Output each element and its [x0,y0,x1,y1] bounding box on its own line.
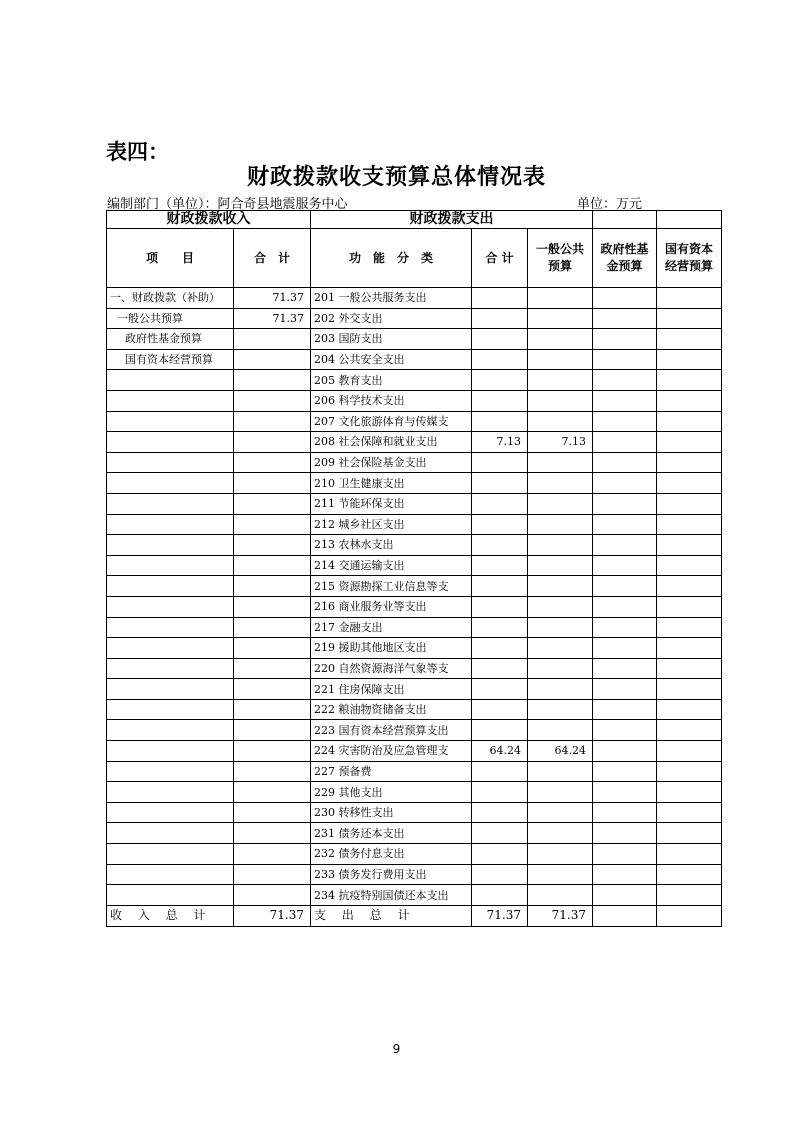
state-capital-cell [657,432,722,453]
exp-total-cell [472,638,528,659]
general-budget-cell [528,349,593,370]
func-category-cell: 220 自然资源海洋气象等支 [311,658,472,679]
gov-fund-cell [593,658,657,679]
exp-total-cell [472,699,528,720]
exp-total-cell [472,308,528,329]
income-total-cell [234,782,311,803]
exp-total-cell [472,411,528,432]
gov-fund-cell [593,741,657,762]
gov-fund-cell [593,679,657,700]
exp-total-cell [472,885,528,906]
general-budget-cell [528,699,593,720]
func-category-cell: 217 金融支出 [311,617,472,638]
general-budget-cell [528,514,593,535]
gov-fund-cell [593,885,657,906]
general-budget-cell [528,452,593,473]
gov-fund-cell [593,720,657,741]
income-total-cell [234,596,311,617]
income-total-cell [234,699,311,720]
general-budget-cell [528,576,593,597]
income-total-cell [234,493,311,514]
func-category-cell: 214 交通运输支出 [311,555,472,576]
income-total-cell [234,802,311,823]
gov-fund-cell [593,514,657,535]
exp-total-cell [472,823,528,844]
income-item-cell [107,658,234,679]
exp-total-cell [472,390,528,411]
income-grand-total: 71.37 [234,905,311,926]
exp-total-cell [472,596,528,617]
state-capital-cell [657,452,722,473]
income-item-cell [107,823,234,844]
state-capital-cell [657,782,722,803]
income-item-cell [107,638,234,659]
table-row [107,493,722,514]
func-category-cell: 227 预备费 [311,761,472,782]
gov-fund-cell [593,493,657,514]
state-capital-cell [657,308,722,329]
income-total-cell: 71.37 [234,288,311,309]
income-total-cell [234,761,311,782]
exp-total-cell [472,555,528,576]
state-capital-cell [657,699,722,720]
column-header-row [107,229,722,288]
income-total-cell [234,411,311,432]
income-total-cell: 71.37 [234,308,311,329]
header-state-cap: 国有资本经营预算 [657,229,722,288]
section-header-row [107,211,722,229]
income-item-cell [107,473,234,494]
func-category-cell: 205 教育支出 [311,370,472,391]
state-capital-cell [657,390,722,411]
exp-total-cell [472,844,528,865]
state-capital-cell [657,864,722,885]
func-category-cell: 212 城乡社区支出 [311,514,472,535]
income-total-cell [234,473,311,494]
income-total-cell [234,885,311,906]
table-row [107,699,722,720]
exp-total-cell [472,720,528,741]
income-item-cell: 一、财政拨款（补助） [107,288,234,309]
expense-grand-total: 71.37 [472,905,528,926]
func-category-cell: 215 资源勘探工业信息等支 [311,576,472,597]
exp-total-cell [472,802,528,823]
state-capital-cell [657,535,722,556]
general-budget-cell [528,844,593,865]
table-row [107,308,722,329]
gov-fund-cell [593,390,657,411]
income-item-cell [107,432,234,453]
exp-total-cell [472,329,528,350]
table-row [107,823,722,844]
income-item-cell [107,596,234,617]
general-budget-cell [528,802,593,823]
gov-fund-cell [593,638,657,659]
income-item-cell [107,514,234,535]
gov-fund-cell [593,844,657,865]
table-row [107,535,722,556]
state-capital-cell [657,638,722,659]
func-category-cell: 209 社会保险基金支出 [311,452,472,473]
general-budget-cell [528,761,593,782]
general-budget-cell [528,596,593,617]
income-total-cell [234,432,311,453]
income-total-cell [234,844,311,865]
general-budget-cell [528,329,593,350]
gov-fund-cell [593,864,657,885]
gov-fund-cell [593,782,657,803]
table-row [107,329,722,350]
income-item-cell [107,844,234,865]
income-item-cell [107,679,234,700]
general-budget-cell [528,390,593,411]
state-capital-cell [657,761,722,782]
general-budget-cell [528,308,593,329]
state-capital-cell [657,576,722,597]
general-budget-cell: 7.13 [528,432,593,453]
table-row [107,802,722,823]
table-row [107,349,722,370]
section-expense: 财政拨款支出 [311,211,593,229]
currency-unit: 单位：万元 [577,197,643,212]
func-category-cell: 223 国有资本经营预算支出 [311,720,472,741]
table-row [107,720,722,741]
state-capital-cell [657,596,722,617]
income-total-cell [234,514,311,535]
expense-total-label: 支 出 总 计 [311,905,472,926]
header-income-total: 合 计 [234,229,311,288]
section-income: 财政拨款收入 [107,211,311,229]
func-category-cell: 206 科学技术支出 [311,390,472,411]
general-budget-cell [528,658,593,679]
exp-total-cell [472,864,528,885]
general-budget-cell [528,555,593,576]
func-category-cell: 207 文化旅游体育与传媒支 [311,411,472,432]
state-capital-cell [657,617,722,638]
header-item: 项 目 [107,229,234,288]
table-label: 表四： [106,140,169,164]
income-item-cell: 一般公共预算 [107,308,234,329]
exp-total-cell [472,493,528,514]
func-category-cell: 231 债务还本支出 [311,823,472,844]
income-total-cell [234,535,311,556]
income-total-cell [234,329,311,350]
table-row [107,288,722,309]
table-row [107,390,722,411]
income-item-cell [107,535,234,556]
table-row [107,617,722,638]
func-category-cell: 208 社会保障和就业支出 [311,432,472,453]
state-capital-cell [657,493,722,514]
income-total-label: 收 入 总 计 [107,905,234,926]
func-category-cell: 230 转移性支出 [311,802,472,823]
func-category-cell: 229 其他支出 [311,782,472,803]
func-category-cell: 202 外交支出 [311,308,472,329]
exp-total-cell: 7.13 [472,432,528,453]
table-row [107,741,722,762]
income-total-cell [234,370,311,391]
state-capital-cell [657,370,722,391]
exp-total-cell [472,473,528,494]
header-func: 功 能 分 类 [311,229,472,288]
income-item-cell [107,864,234,885]
exp-total-cell [472,514,528,535]
func-category-cell: 221 住房保障支出 [311,679,472,700]
income-total-cell [234,390,311,411]
income-item-cell [107,741,234,762]
income-item-cell [107,720,234,741]
func-category-cell: 234 抗疫特别国债还本支出 [311,885,472,906]
income-item-cell [107,576,234,597]
budget-table [106,210,722,927]
income-total-cell [234,720,311,741]
income-item-cell [107,390,234,411]
exp-total-cell [472,761,528,782]
income-item-cell [107,411,234,432]
table-row [107,679,722,700]
gov-fund-cell [593,473,657,494]
gov-fund-cell [593,329,657,350]
state-capital-cell [657,473,722,494]
exp-total-cell [472,576,528,597]
general-budget-cell [528,885,593,906]
general-budget-cell [528,617,593,638]
func-category-cell: 203 国防支出 [311,329,472,350]
gov-fund-cell [593,596,657,617]
exp-total-cell [472,452,528,473]
compiling-unit: 编制部门（单位）：阿合奇县地震服务中心 [107,197,348,212]
income-total-cell [234,638,311,659]
table-row [107,432,722,453]
state-capital-cell [657,720,722,741]
income-total-cell [234,576,311,597]
func-category-cell: 232 债务付息支出 [311,844,472,865]
page-number: 9 [392,1042,401,1056]
func-category-cell: 211 节能环保支出 [311,493,472,514]
general-budget-cell [528,493,593,514]
gov-fund-cell [593,699,657,720]
table-row [107,864,722,885]
header-general: 一般公共预算 [528,229,593,288]
func-category-cell: 233 债务发行费用支出 [311,864,472,885]
income-total-cell [234,823,311,844]
state-capital-cell [657,329,722,350]
income-item-cell [107,782,234,803]
table-row [107,452,722,473]
state-capital-cell [657,679,722,700]
gov-fund-cell [593,308,657,329]
income-total-cell [234,452,311,473]
func-category-cell: 210 卫生健康支出 [311,473,472,494]
section-blank-1 [593,211,657,229]
general-budget-cell [528,638,593,659]
gov-fund-cell [593,555,657,576]
gov-fund-cell [593,349,657,370]
general-budget-cell: 64.24 [528,741,593,762]
income-item-cell [107,617,234,638]
exp-total-cell [472,349,528,370]
gov-fund-cell [593,576,657,597]
general-budget-cell [528,473,593,494]
exp-total-cell [472,288,528,309]
table-row [107,782,722,803]
gov-fund-cell [593,617,657,638]
income-total-cell [234,679,311,700]
exp-total-cell [472,617,528,638]
table-row [107,885,722,906]
table-row [107,514,722,535]
exp-total-cell [472,658,528,679]
table-row [107,596,722,617]
income-item-cell [107,493,234,514]
header-exp-total: 合 计 [472,229,528,288]
exp-total-cell: 64.24 [472,741,528,762]
income-item-cell [107,699,234,720]
general-budget-cell [528,823,593,844]
income-item-cell [107,370,234,391]
income-total-cell [234,349,311,370]
table-row [107,411,722,432]
income-total-cell [234,741,311,762]
general-budget-cell [528,679,593,700]
state-capital-cell [657,288,722,309]
general-budget-cell [528,720,593,741]
income-item-cell [107,802,234,823]
gov-fund-cell [593,411,657,432]
income-item-cell: 国有资本经营预算 [107,349,234,370]
income-total-cell [234,555,311,576]
income-item-cell [107,555,234,576]
state-capital-cell [657,514,722,535]
state-capital-cell [657,823,722,844]
state-capital-total [657,905,722,926]
exp-total-cell [472,370,528,391]
exp-total-cell [472,535,528,556]
func-category-cell: 201 一般公共服务支出 [311,288,472,309]
income-total-cell [234,864,311,885]
exp-total-cell [472,782,528,803]
table-row [107,761,722,782]
general-budget-cell [528,411,593,432]
general-budget-cell [528,535,593,556]
page-title: 财政拨款收支预算总体情况表 [246,165,546,190]
func-category-cell: 219 援助其他地区支出 [311,638,472,659]
income-item-cell: 政府性基金预算 [107,329,234,350]
gov-fund-cell [593,432,657,453]
gov-fund-cell [593,370,657,391]
table-row [107,473,722,494]
income-item-cell [107,761,234,782]
gov-fund-total [593,905,657,926]
section-blank-2 [657,211,722,229]
state-capital-cell [657,885,722,906]
table-row [107,658,722,679]
income-item-cell [107,452,234,473]
state-capital-cell [657,349,722,370]
table-row [107,555,722,576]
func-category-cell: 216 商业服务业等支出 [311,596,472,617]
table-row [107,576,722,597]
gov-fund-cell [593,288,657,309]
gov-fund-cell [593,452,657,473]
table-row [107,638,722,659]
func-category-cell: 224 灾害防治及应急管理支 [311,741,472,762]
income-item-cell [107,885,234,906]
totals-row [107,905,722,926]
general-budget-cell [528,864,593,885]
state-capital-cell [657,844,722,865]
state-capital-cell [657,658,722,679]
table-row [107,370,722,391]
table-row [107,844,722,865]
header-gov-fund: 政府性基金预算 [593,229,657,288]
general-budget-cell [528,370,593,391]
func-category-cell: 213 农林水支出 [311,535,472,556]
exp-total-cell [472,679,528,700]
gov-fund-cell [593,823,657,844]
general-budget-cell [528,288,593,309]
state-capital-cell [657,411,722,432]
income-total-cell [234,617,311,638]
state-capital-cell [657,555,722,576]
gov-fund-cell [593,802,657,823]
general-budget-total: 71.37 [528,905,593,926]
func-category-cell: 204 公共安全支出 [311,349,472,370]
general-budget-cell [528,782,593,803]
gov-fund-cell [593,761,657,782]
state-capital-cell [657,741,722,762]
gov-fund-cell [593,535,657,556]
state-capital-cell [657,802,722,823]
func-category-cell: 222 粮油物资储备支出 [311,699,472,720]
income-total-cell [234,658,311,679]
